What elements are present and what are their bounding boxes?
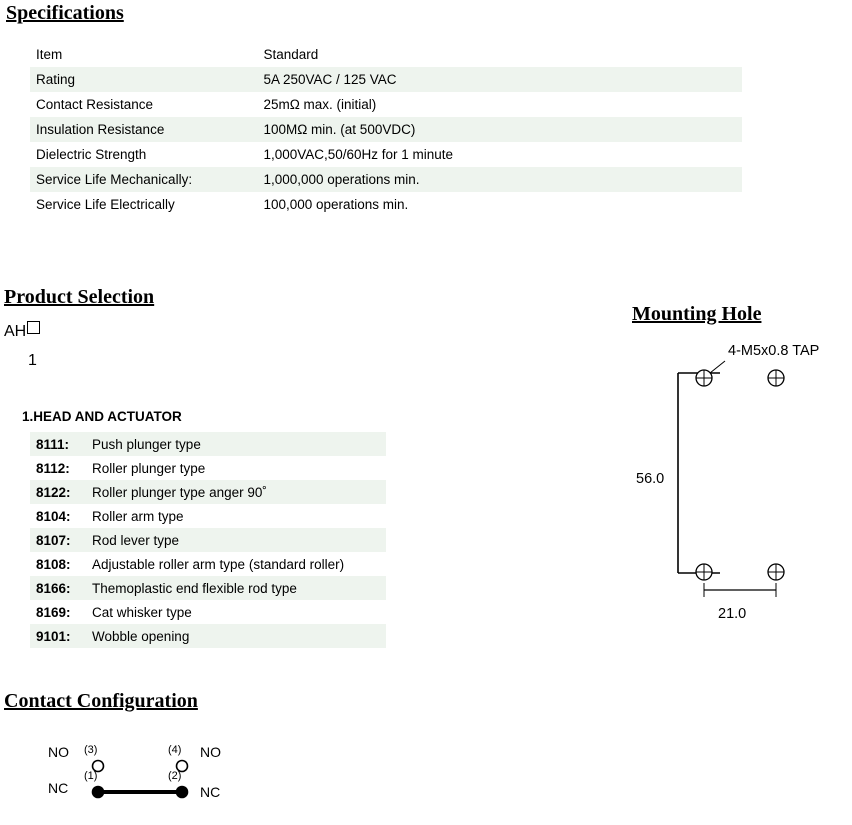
option-code: 8107: <box>30 528 86 552</box>
table-header-row <box>30 42 742 67</box>
vertical-dimension-label: 56.0 <box>636 471 665 487</box>
spec-standard: 1,000,000 operations min. <box>257 167 742 192</box>
spec-standard: 5A 250VAC / 125 VAC <box>257 67 742 92</box>
option-desc: Cat whisker type <box>92 604 192 620</box>
option-code: 8104: <box>36 508 71 524</box>
mounting-hole-heading: Mounting Hole <box>632 303 762 325</box>
spec-standard: 100MΩ min. (at 500VDC) <box>257 117 742 142</box>
model-code-prefix: AH <box>4 323 27 340</box>
table-row <box>30 192 742 217</box>
spec-item: Insulation Resistance <box>30 117 257 142</box>
table-row <box>30 167 742 192</box>
table-row <box>30 552 386 576</box>
no-left-label: NO <box>48 744 69 760</box>
option-code: 8166: <box>30 576 86 600</box>
contact-configuration-heading: Contact Configuration <box>4 690 198 712</box>
nc-right-pin: (2) <box>168 770 182 782</box>
model-code-placeholder-box <box>27 321 40 334</box>
table-row <box>30 117 742 142</box>
option-code: 8111: <box>30 432 86 456</box>
table-row <box>30 92 742 117</box>
no-left-pin: (3) <box>84 744 98 756</box>
option-code: 9101: <box>30 624 86 648</box>
nc-terminal-right <box>177 787 188 798</box>
option-desc: Themoplastic end flexible rod type <box>86 576 386 600</box>
option-code: 8122: <box>30 480 86 504</box>
option-desc: Roller arm type <box>92 508 184 524</box>
spec-item: Rating <box>30 67 257 92</box>
spec-item: Service Life Mechanically: <box>30 167 257 192</box>
spec-item: Contact Resistance <box>36 97 154 112</box>
option-code: 8112: <box>36 460 70 476</box>
spec-standard: 1,000VAC,50/60Hz for 1 minute <box>263 147 454 162</box>
option-desc: Rod lever type <box>86 528 386 552</box>
option-desc: Adjustable roller arm type (standard roller) <box>92 556 345 572</box>
horizontal-dimension-label: 21.0 <box>718 606 747 622</box>
option-desc: Roller plunger type <box>92 460 206 476</box>
table-row <box>30 432 386 456</box>
spec-item: Dielectric Strength <box>36 147 147 162</box>
option-desc: Wobble opening <box>86 624 386 648</box>
nc-left-label: NC <box>48 780 69 796</box>
model-digit-marker: 1 <box>28 352 37 369</box>
nc-terminal-left <box>93 787 104 798</box>
contact-configuration-diagram <box>20 735 280 825</box>
no-right-pin: (4) <box>168 744 182 756</box>
table-row <box>30 600 386 624</box>
head-and-actuator-label: 1.HEAD AND ACTUATOR <box>22 409 182 424</box>
mounting-hole-drawing <box>600 335 852 635</box>
tap-dimension-label: 4-M5x0.8 TAP <box>728 343 820 359</box>
table-row <box>30 576 386 600</box>
option-desc: Roller plunger type anger 90˚ <box>86 480 386 504</box>
option-code: 8108: <box>36 556 71 572</box>
table-row <box>30 67 742 92</box>
table-row <box>30 624 386 648</box>
table-row <box>30 528 386 552</box>
option-code: 8169: <box>36 604 71 620</box>
table-row <box>30 480 386 504</box>
table-row <box>30 504 386 528</box>
specifications-table <box>30 42 742 217</box>
no-right-label: NO <box>200 744 221 760</box>
head-actuator-table <box>30 432 386 648</box>
table-row <box>30 142 742 167</box>
spec-item: Service Life Electrically <box>36 197 175 212</box>
option-desc: Push plunger type <box>86 432 386 456</box>
nc-right-label: NC <box>200 784 221 800</box>
spec-standard: 25mΩ max. (initial) <box>263 97 377 112</box>
model-code <box>4 321 40 341</box>
product-selection-heading: Product Selection <box>4 286 155 308</box>
nc-left-pin: (1) <box>84 770 98 782</box>
column-header-item: Item <box>30 42 257 67</box>
column-header-standard: Standard <box>257 42 742 67</box>
spec-standard: 100,000 operations min. <box>263 197 409 212</box>
specifications-heading: Specifications <box>6 2 124 24</box>
table-row <box>30 456 386 480</box>
